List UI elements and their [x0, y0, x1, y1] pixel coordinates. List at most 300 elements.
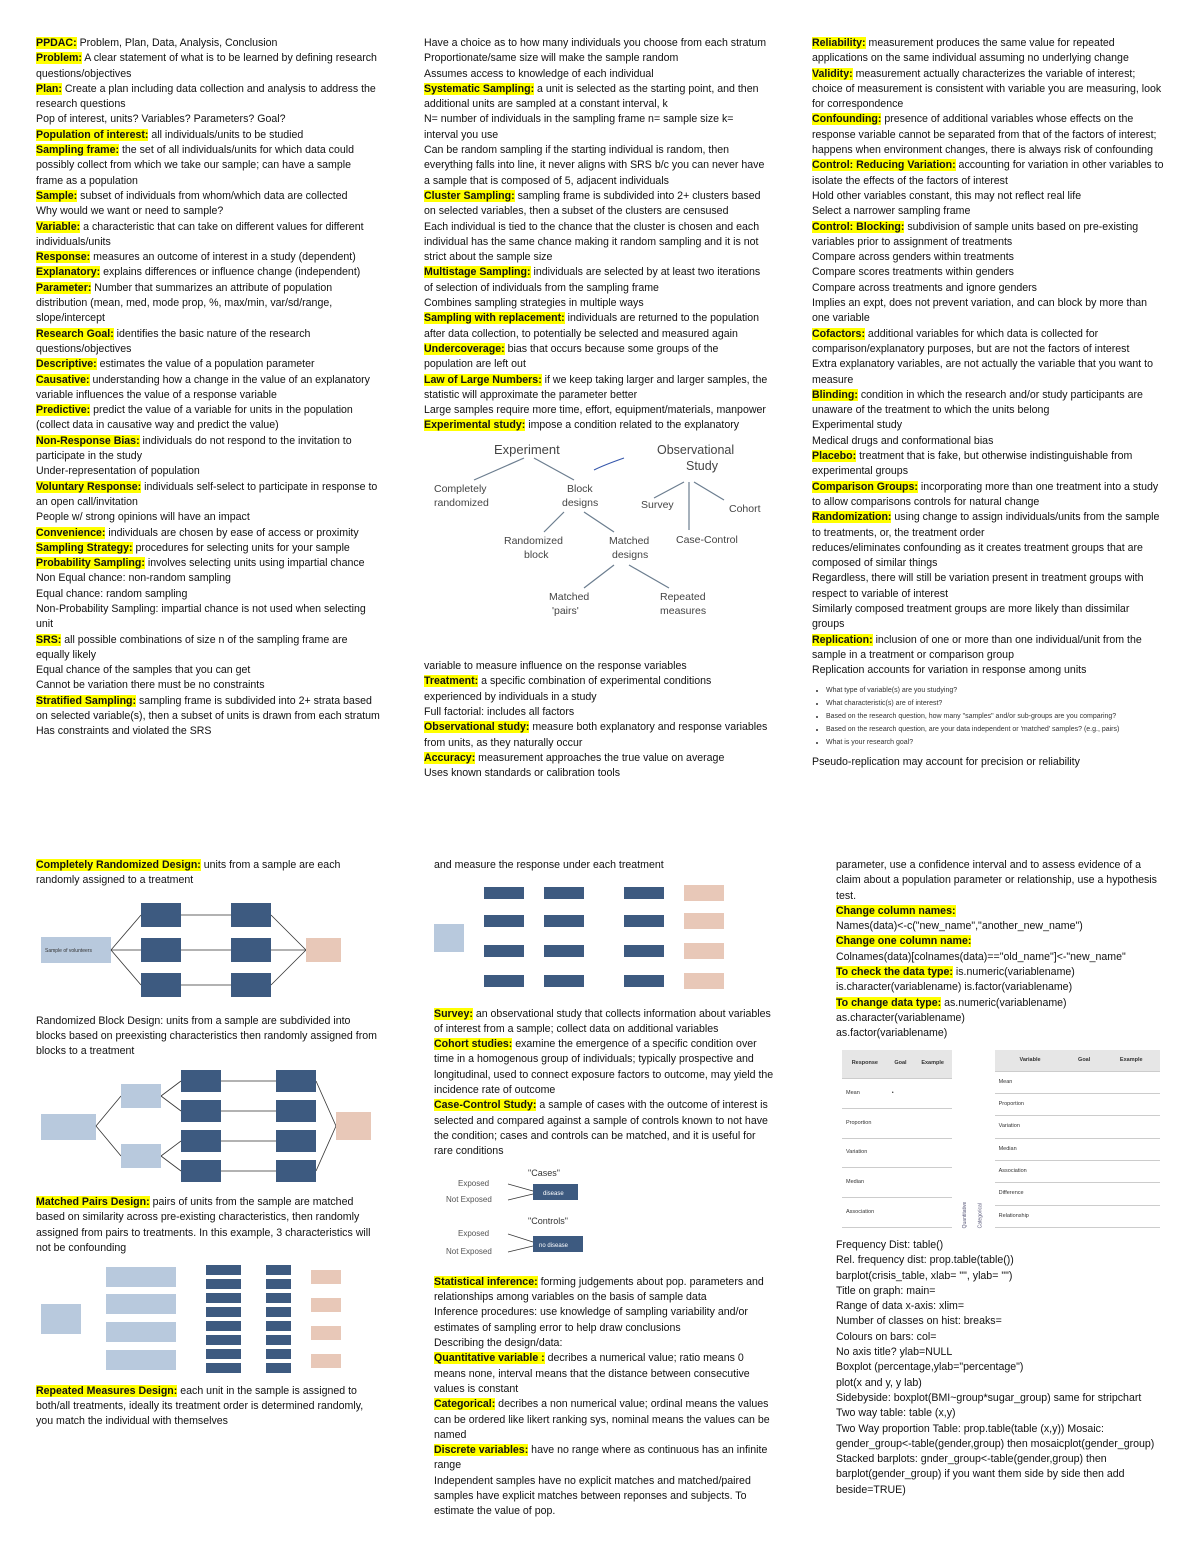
definition-text: as.factor(variablename) — [836, 1027, 948, 1040]
sample-box-label: Sample of volunteers — [45, 947, 92, 954]
term-highlight: Discrete variables: — [434, 1444, 529, 1457]
definition-text: variable to measure influence on the response variables — [424, 660, 687, 673]
definition-text: using change to assign individuals/units from the sample to treatments, or, the treatment order — [812, 511, 1160, 539]
term-highlight: Variable: — [36, 220, 81, 233]
note-line — [36, 602, 381, 633]
table-quantitative: Response Goal Example Mean • Proportion Variation Median Association — [842, 1050, 952, 1228]
definition-text: Non-Probability Sampling: impartial chance is not used when selecting unit — [36, 602, 366, 631]
note-line — [424, 659, 769, 674]
note-line — [36, 220, 381, 251]
th: Response — [842, 1050, 888, 1079]
disease-label: disease — [543, 1190, 564, 1197]
note-line — [812, 541, 1164, 572]
td: Variation — [995, 1116, 1066, 1138]
definition-text: a characteristic that can take on different values for different individuals/units — [36, 220, 364, 248]
note-line — [36, 541, 381, 556]
definition-text: individuals are chosen by ease of access or proximity — [105, 526, 359, 539]
note-line — [836, 858, 1166, 904]
term-highlight: Control: Blocking: — [812, 220, 905, 233]
definition-text: Boxplot (percentage,ylab="percentage") — [836, 1361, 1024, 1374]
term-highlight: Replication: — [812, 633, 873, 646]
term-highlight: Causative: — [36, 373, 90, 386]
term-highlight: Non-Response Bias: — [36, 434, 140, 447]
term-highlight: Sampling Strategy: — [36, 541, 133, 554]
note-line — [36, 250, 381, 265]
definition-text: Stacked barplots: gnder_group<-table(gender,group) then barplot(gender_group) if you want them side by side then add beside=TRUE) — [836, 1453, 1125, 1496]
definition-text: incorporating more than one treatment into a study to allow comparisons controls for natural change — [812, 480, 1159, 508]
note-line — [424, 265, 769, 296]
note-line — [36, 633, 381, 664]
definition-text: individuals are selected by at least two iterations of selection of individuals from the sampling frame — [424, 266, 761, 294]
definition-text: impose a condition related to the explanatory — [525, 419, 740, 432]
note-line — [836, 1345, 1166, 1360]
definition-text: Under-representation of population — [36, 465, 200, 478]
definition-text: Select a narrower sampling frame — [812, 205, 971, 218]
definition-text: People w/ strong opinions will have an impact — [36, 511, 250, 524]
note-line — [812, 602, 1164, 633]
note-line — [424, 296, 769, 311]
randomized-label: randomized — [434, 496, 489, 509]
definition-text: forming judgements about pop. parameters and relationships among variables on the basis of sample data — [434, 1275, 764, 1304]
randomized-block-label-1: Randomized — [504, 534, 563, 547]
th: Goal — [888, 1050, 914, 1079]
term-highlight: Comparison Groups: — [812, 480, 918, 493]
term-highlight: Problem: — [36, 52, 82, 65]
definition-text: Have a choice as to how many individuals you choose from each stratum — [424, 37, 767, 49]
note-line — [812, 112, 1164, 158]
note-line — [836, 919, 1166, 934]
note-line — [836, 1253, 1166, 1268]
definition-text: subdivision of sample units based on pre-existing variables prior to assignment of treatments — [812, 220, 1139, 248]
note-line — [836, 1452, 1166, 1498]
note-line — [36, 51, 381, 82]
study-label: Study — [686, 458, 718, 473]
repeated-label-2: measures — [660, 604, 707, 617]
note-line — [836, 965, 1166, 980]
note-line — [836, 1406, 1166, 1421]
definition-text: procedures for selecting units for your sample — [132, 541, 350, 554]
definition-text: Inference procedures: use knowledge of sampling variability and/or estimates of sampling error to help draw conclusions — [434, 1306, 748, 1334]
definition-text: additional variables for which data is collected for comparison/explanatory purposes, but are not the factors of interest — [812, 327, 1130, 355]
column-1 — [36, 36, 381, 740]
definition-text: Experimental study — [812, 419, 903, 432]
note-line — [812, 571, 1164, 602]
note-line — [36, 663, 381, 678]
case-control-label: Case-Control — [676, 533, 738, 546]
definition-text: Regardless, there will still be variation present in treatment groups with respect to variable of interest — [812, 572, 1144, 600]
term-highlight: Statistical inference: — [434, 1275, 538, 1288]
term-highlight: Cluster Sampling: — [424, 189, 515, 202]
study-types-diagram — [424, 440, 769, 640]
cases-label: "Cases" — [528, 1167, 560, 1178]
note-line — [836, 934, 1166, 949]
definition-text: is.character(variablename) is.factor(variablename) — [836, 981, 1073, 994]
pseudo-replication-note: Pseudo-replication may account for precision or reliability — [812, 756, 1080, 769]
th: Example — [1103, 1050, 1160, 1072]
note-line — [812, 434, 1164, 449]
note-line — [424, 766, 769, 781]
designs-label: designs — [562, 496, 599, 509]
definition-text: units from a sample are each randomly assigned to a treatment — [36, 859, 341, 887]
definition-text: as.character(variablename) — [836, 1011, 965, 1024]
note-line — [434, 1037, 774, 1098]
note-item: • Based on the research question, how many "samples" and/or sub-groups are you comparing? — [826, 710, 1164, 723]
definition-text: estimates the value of a population parameter — [96, 358, 315, 371]
note-line — [812, 67, 1164, 113]
definition-text: all possible combinations of size n of the sampling frame are equally likely — [36, 633, 348, 661]
th: Example — [913, 1050, 952, 1079]
definition-text: barplot(crisis_table, xlab= "", ylab= "") — [836, 1269, 1013, 1282]
note-line — [812, 510, 1164, 541]
side-label-2: Categorical — [977, 1202, 984, 1228]
definition-text: Range of data x-axis: xlim= — [836, 1300, 965, 1313]
definition-text: measures an outcome of interest in a study (dependent) — [90, 251, 356, 264]
definition-text: Each individual is tied to the chance that the cluster is chosen and each individual has the same chance making it random sampling and it is not strict about the sample size — [424, 220, 760, 264]
definition-text: Has constraints and violated the SRS — [36, 725, 212, 738]
term-highlight: Undercoverage: — [424, 342, 505, 355]
note-line — [812, 480, 1164, 511]
note-line — [836, 1376, 1166, 1391]
note-line — [424, 403, 769, 418]
note-line — [434, 1305, 774, 1336]
note-line — [36, 571, 381, 586]
term-highlight: Research Goal: — [36, 327, 114, 340]
note-item: • What characteristic(s) are of interest? — [826, 697, 1164, 710]
note-line — [36, 373, 381, 404]
definition-text: Extra explanatory variables, are not actually the variable that you want to measure — [812, 358, 1153, 386]
note-line — [36, 694, 381, 725]
definition-text: Cannot be variation there must be no constraints — [36, 679, 265, 692]
definition-text: Combines sampling strategies in multiple ways — [424, 297, 644, 310]
exposed-label-2: Exposed — [458, 1228, 490, 1238]
td: Proportion — [842, 1108, 888, 1138]
term-highlight: Case-Control Study: — [434, 1099, 537, 1112]
note-line — [434, 1336, 774, 1351]
term-highlight: Change column names: — [836, 904, 956, 917]
completely-label: Completely — [434, 482, 487, 495]
definition-text: decribes a numerical value; ratio means 0 means none, interval means that the distance between consecutive values is constant — [434, 1352, 750, 1395]
definition-text: measurement actually characterizes the variable of interest; choice of measurement is consistent with variable you are measuring, look for correspondence — [812, 67, 1162, 111]
definition-text: subset of individuals from whom/which data are collected — [77, 189, 348, 202]
td: Median — [842, 1168, 888, 1198]
definition-text: bias that occurs because some groups of the population are left out — [424, 342, 719, 371]
term-highlight: Plan: — [36, 82, 62, 95]
definition-text: Non Equal chance: non-random sampling — [36, 572, 231, 585]
note-line — [836, 980, 1166, 995]
note-line — [812, 663, 1164, 678]
definition-text: involves selecting units using impartial chance — [144, 557, 365, 570]
note-line — [836, 904, 1166, 919]
note-line — [836, 996, 1166, 1011]
definition-text: parameter, use a confidence interval and to assess evidence of a claim about a population parameter or relationship, use a hypothesis test. — [836, 859, 1157, 902]
definition-text: Number that summarizes an attribute of population distribution (mean, med, mode prop, %, max/min, var/sd/range, slope/intercept — [36, 281, 333, 325]
no-disease-label: no disease — [539, 1242, 569, 1249]
note-line — [36, 403, 381, 434]
note-line — [424, 143, 769, 189]
survey-label: Survey — [641, 498, 674, 511]
term-highlight: To change data type: — [836, 996, 942, 1009]
term-highlight: Multistage Sampling: — [424, 266, 531, 279]
note-line — [36, 265, 381, 280]
randomized-block-label-2: block — [524, 548, 549, 561]
note-line — [836, 1422, 1166, 1453]
definition-text: Compare across genders within treatments — [812, 251, 1014, 264]
definition-text: Describing the design/data: — [434, 1337, 563, 1350]
note-line — [424, 674, 769, 705]
note-line — [424, 311, 769, 342]
note-line — [812, 296, 1164, 327]
term-highlight: Descriptive: — [36, 358, 97, 371]
note-line — [836, 950, 1166, 965]
definition-text: have no range where as continuous has an infinite range — [434, 1444, 768, 1472]
note-line — [836, 1284, 1166, 1299]
definition-text: A clear statement of what is to be learned by defining research questions/objectives — [36, 52, 377, 80]
definition-text: Can be random sampling if the starting individual is random, then everything falls into line, it never aligns with SRS b/c you can never have a sample that is composed of 5, adjacent individuals — [424, 144, 765, 187]
definition-text: Implies an expt, does not prevent variation, and can block by more than one variable — [812, 297, 1148, 325]
definition-text: if we keep taking larger and larger samples, the statistic will approximate the parameter better — [424, 373, 768, 401]
definition-text: Replication accounts for variation in response among units — [812, 664, 1087, 677]
term-highlight: Blinding: — [812, 388, 858, 401]
note-line — [36, 1195, 381, 1256]
column-2 — [424, 36, 769, 781]
note-line — [812, 36, 1164, 67]
definition-text: plot(x and y, y lab) — [836, 1376, 922, 1389]
td: Difference — [995, 1183, 1066, 1205]
definition-text: Create a plan including data collection and analysis to address the research questions — [36, 82, 376, 111]
term-highlight: Sample: — [36, 189, 78, 202]
variable-tables — [842, 1050, 1166, 1228]
term-highlight: Experimental study: — [424, 419, 526, 432]
definition-text: Problem, Plan, Data, Analysis, Conclusion — [76, 37, 278, 49]
term-highlight: Treatment: — [424, 675, 479, 688]
note-line — [36, 464, 381, 479]
research-questions-list — [816, 684, 1164, 749]
note-line — [836, 1026, 1166, 1041]
definition-text: Title on graph: main= — [836, 1284, 936, 1297]
note-line — [434, 858, 774, 873]
term-highlight: Observational study: — [424, 721, 530, 734]
note-line — [424, 189, 769, 220]
definition-text: individuals are returned to the population after data collection, to potentially be selected and measured again — [424, 312, 760, 340]
term-highlight: Reliability: — [812, 37, 866, 49]
td: Mean — [842, 1079, 888, 1109]
term-highlight: Categorical: — [434, 1398, 496, 1411]
note-line — [434, 1397, 774, 1443]
matched-pairs-figure — [41, 1262, 341, 1374]
matched-pairs-label-2: 'pairs' — [552, 604, 579, 617]
note-line — [424, 36, 769, 51]
definition-text: Medical drugs and conformational bias — [812, 434, 994, 447]
term-highlight: Quantitative variable : — [434, 1352, 545, 1365]
note-line — [836, 1314, 1166, 1329]
note-line — [836, 1299, 1166, 1314]
not-exposed-label-2: Not Exposed — [446, 1246, 492, 1256]
term-highlight: SRS: — [36, 633, 62, 646]
definition-text: each unit in the sample is assigned to both/all treatments, ideally its treatment order is determined randomly, you match the individual with themselves — [36, 1384, 364, 1428]
definition-text: a specific combination of experimental conditions experienced by individuals in a study — [424, 675, 712, 703]
note-line — [36, 204, 381, 219]
term-highlight: Accuracy: — [424, 751, 476, 764]
definition-text: sampling frame is subdivided into 2+ strata based on selected variable(s), then a subset of units is drawn from each stratum — [36, 694, 380, 723]
note-item: • What is your research goal? — [826, 736, 1164, 749]
note-line — [812, 388, 1164, 419]
note-line — [424, 342, 769, 373]
definition-text: the set of all individuals/units for which data could possibly collect from which we take our sample; can have a sample frame as a population — [36, 144, 354, 187]
definition-text: Names(data)<-c("new_name","another_new_name") — [836, 920, 1083, 933]
definition-text: Large samples require more time, effort, equipment/materials, manpower — [424, 404, 766, 417]
term-highlight: Matched Pairs Design: — [36, 1196, 150, 1209]
note-line — [36, 434, 381, 465]
note-line — [812, 418, 1164, 433]
note-line — [36, 556, 381, 571]
note-line — [812, 204, 1164, 219]
td: Proportion — [995, 1094, 1066, 1116]
experiment-label: Experiment — [494, 441, 560, 457]
definition-text: individuals self-select to participate in response to an open call/invitation — [36, 480, 378, 508]
definition-text: Randomized Block Design: units from a sample are subdivided into blocks based on preexisting characteristics then randomly assigned from blocks to a treatment — [36, 1014, 377, 1058]
definition-text: examine the emergence of a specific condition over time in a homogenous group of individuals; typically prospective and longitudinal, used to connect exposure factors to outcome, may yield the incidence rate of outcome — [434, 1038, 774, 1097]
term-highlight: Cofactors: — [812, 327, 865, 340]
term-highlight: To check the data type: — [836, 966, 953, 979]
definition-text: as.numeric(variablename) — [941, 996, 1067, 1009]
note-line — [812, 158, 1164, 189]
definition-text: Frequency Dist: table() — [836, 1238, 944, 1251]
not-exposed-label: Not Exposed — [446, 1194, 492, 1204]
note-line — [36, 678, 381, 693]
note-line — [36, 587, 381, 602]
definition-text: is.numeric(variablename) — [952, 966, 1075, 979]
note-line — [36, 526, 381, 541]
note-line — [836, 1011, 1166, 1026]
term-highlight: Control: Reducing Variation: — [812, 159, 956, 172]
th: Goal — [1065, 1050, 1102, 1072]
note-line — [424, 51, 769, 66]
definition-text: Similarly composed treatment groups are more likely than dissimilar groups — [812, 602, 1130, 631]
definition-text: Independent samples have no explicit matches and matched/paired samples have explicit matches between reponses and subjects. To estimate the value of pop. — [434, 1474, 751, 1518]
term-highlight: PPDAC: — [36, 37, 77, 49]
definition-text: Colnames(data)[colnames(data)=="old_name"]<-"new_name" — [836, 950, 1126, 963]
term-highlight: Law of Large Numbers: — [424, 373, 542, 386]
definition-text: accounting for variation in other variables to isolate the effects of the factors of interest — [812, 159, 1164, 187]
note-line — [424, 82, 769, 113]
definition-text: Equal chance: random sampling — [36, 587, 188, 600]
term-highlight: Survey: — [434, 1007, 473, 1020]
note-line — [836, 1238, 1166, 1253]
term-highlight: Parameter: — [36, 281, 92, 294]
table-categorical — [995, 1050, 1160, 1228]
definition-text: Two way table: table (x,y) — [836, 1407, 956, 1420]
note-line — [36, 143, 381, 189]
definition-text: pairs of units from the sample are matched based on similarity across pre-existing characteristics, then randomly assigned from pairs to treatments. In this example, 3 characteristics will not be confounding — [36, 1196, 371, 1254]
note-line — [424, 720, 769, 751]
case-control-figure — [438, 1166, 618, 1266]
note-line — [836, 1330, 1166, 1345]
column-3 — [812, 36, 1164, 771]
note-item: • Based on the research question, are your data independent or 'matched' samples? (e.g., pairs) — [826, 723, 1164, 736]
note-line — [36, 1014, 381, 1060]
definition-text: measurement produces the same value for repeated applications on the same individual assuming no underlying change — [812, 37, 1129, 65]
note-line — [424, 705, 769, 720]
note-line — [424, 67, 769, 82]
definition-text: explains differences or influence change (independent) — [100, 266, 361, 279]
definition-text: all individuals/units to be studied — [148, 128, 304, 141]
td: Median — [995, 1138, 1066, 1160]
term-highlight: Sampling frame: — [36, 144, 120, 157]
note-line — [812, 633, 1164, 664]
definition-text: a unit is selected as the starting point, and then additional units are sampled at a constant interval, k — [424, 82, 759, 111]
column-6 — [836, 858, 1166, 1498]
term-highlight: Completely Randomized Design: — [36, 859, 201, 871]
definition-text: Sidebyside: boxplot(BMI~group*sugar_group) same for stripchart — [836, 1391, 1142, 1404]
matched-label: Matched — [609, 534, 650, 547]
definition-text: inclusion of one or more than one individual/unit from the sample in a treatment or comparison group — [812, 633, 1142, 661]
note-line — [36, 327, 381, 358]
definition-text: N= number of individuals in the sampling frame n= sample size k= interval you use — [424, 113, 734, 141]
th: Variable — [995, 1050, 1066, 1072]
definition-text: Full factorial: includes all factors — [424, 705, 575, 718]
matched-designs-label: designs — [612, 548, 649, 561]
note-line — [812, 281, 1164, 296]
note-line — [36, 189, 381, 204]
term-highlight: Population of interest: — [36, 128, 149, 141]
term-highlight: Stratified Sampling: — [36, 694, 137, 707]
note-line — [424, 373, 769, 404]
note-line — [36, 357, 381, 372]
definition-text: treatment that is fake, but otherwise indistinguishable from experimental groups — [812, 450, 1133, 478]
term-highlight: Response: — [36, 251, 91, 264]
definition-text: presence of additional variables whose effects on the response variable cannot be separated from that of the factors of interest; happens when environment changes, there is always risk of confounding — [812, 113, 1157, 157]
definition-text: Proportionate/same size will make the sample random — [424, 52, 679, 65]
note-line — [36, 858, 381, 889]
note-line — [36, 510, 381, 525]
term-highlight: Randomization: — [812, 511, 892, 524]
completely-randomized-figure — [41, 895, 341, 1005]
controls-label: "Controls" — [528, 1215, 568, 1226]
note-line — [836, 1391, 1166, 1406]
term-highlight: Predictive: — [36, 404, 91, 417]
definition-text: decribes a non numerical value; ordinal means the values can be ordered like likert ranking sys, nominal means the values can be named — [434, 1398, 770, 1441]
column-4 — [36, 858, 381, 1429]
td: Association — [995, 1161, 1066, 1183]
note-item: • What type of variable(s) are you studying? — [826, 684, 1164, 697]
definition-text: individuals do not respond to the invitation to participate in the study — [36, 434, 352, 463]
definition-text: understanding how a change in the value of an explanatory variable influences the value of a response variable — [36, 373, 370, 401]
term-highlight: Sampling with replacement: — [424, 312, 565, 325]
cohort-label: Cohort — [729, 502, 761, 515]
td: Mean — [995, 1071, 1066, 1093]
repeated-label-1: Repeated — [660, 590, 706, 603]
definition-text: Compare scores treatments within genders — [812, 266, 1014, 279]
definition-text: and measure the response under each treatment — [434, 859, 664, 871]
note-line — [424, 751, 769, 766]
note-line — [434, 1443, 774, 1474]
definition-text: Pop of interest, units? Variables? Parameters? Goal? — [36, 113, 286, 126]
note-line — [812, 327, 1164, 358]
td: Association — [842, 1198, 888, 1228]
term-highlight: Convenience: — [36, 526, 106, 539]
definition-text: reduces/eliminates confounding as it creates treatment groups that are composed of similar things — [812, 541, 1143, 570]
definition-text: Number of classes on hist: breaks= — [836, 1315, 1002, 1328]
note-line — [812, 265, 1164, 280]
note-line — [836, 1269, 1166, 1284]
definition-text: condition in which the research and/or study participants are unaware of the treatment to which the units belong — [812, 388, 1143, 417]
definition-text: identifies the basic nature of the research questions/objectives — [36, 327, 311, 355]
exposed-label: Exposed — [458, 1178, 490, 1188]
note-line — [836, 1360, 1166, 1375]
note-line — [36, 36, 381, 51]
note-line — [36, 480, 381, 511]
note-line — [812, 220, 1164, 251]
